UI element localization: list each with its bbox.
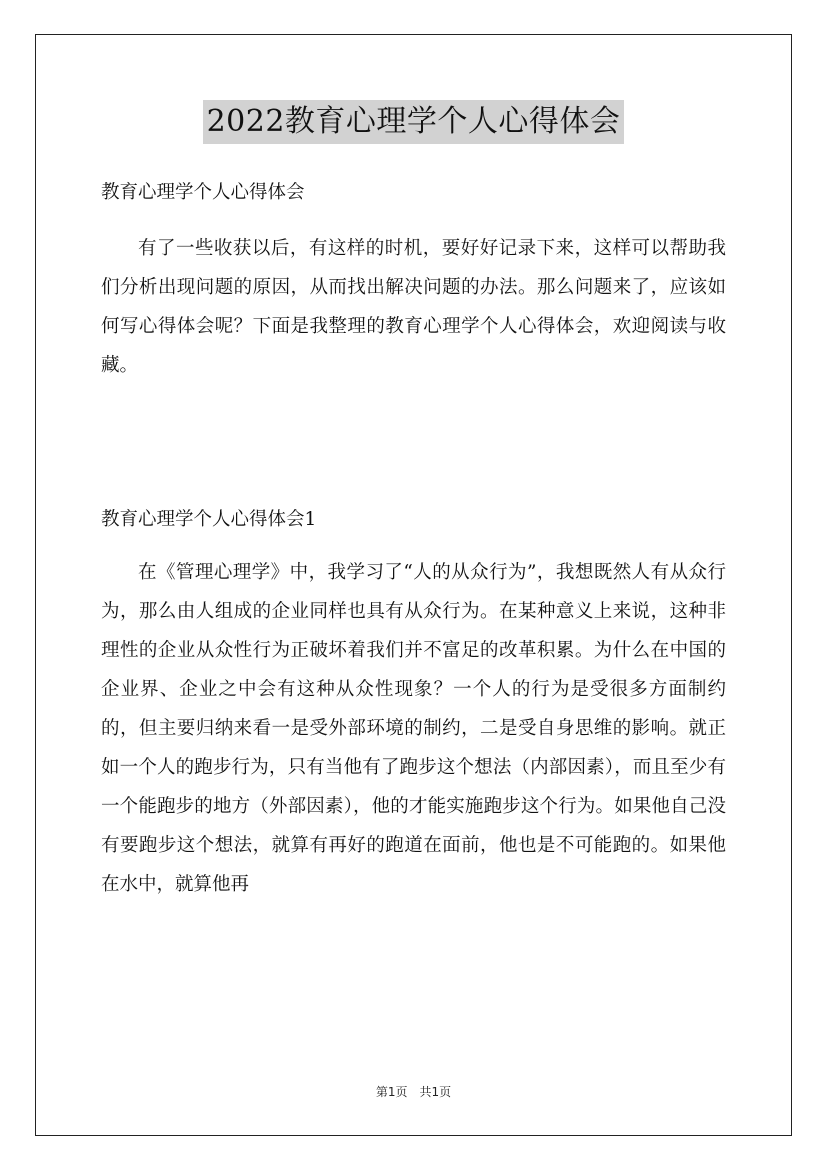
section-paragraph: 在《管理心理学》中，我学习了“人的从众行为”，我想既然人有从众行为，那么由人组成的企业同样也具有从众行为。在某种意义上来说，这种非理性的企业从众性行为正破坏着我们并不富足的改革积累。为什么在中国的企业界、企业之中会有这种从众性现象？一个人的行为是受很多方面制约的，但主要归纳来看一是受外部环境的制约，二是受自身思维的影响。就正如一个人的跑步行为，只有当他有了跑步这个想法（内部因素），而且至少有一个能跑步的地方（外部因素），他的才能实施跑步这个行为。如果他自己没有要跑步这个想法，就算有再好的跑道在面前，他也是不可能跑的。如果他在水中，就算他再 (101, 562, 726, 895)
document-title: 2022教育心理学个人心得体会 (203, 100, 625, 144)
title-container (0, 100, 827, 144)
page-footer: 第1页 共1页 (375, 1085, 452, 1099)
subtitle: 教育心理学个人心得体会 (101, 182, 305, 203)
intro-paragraph: 有了一些收获以后，有这样的时机，要好好记录下来，这样可以帮助我们分析出现问题的原因，从而找出解决问题的办法。那么问题来了，应该如何写心得体会呢？下面是我整理的教育心理学个人心得体会，欢迎阅读与收藏。 (101, 238, 726, 376)
section-heading: 教育心理学个人心得体会1 (101, 509, 317, 530)
